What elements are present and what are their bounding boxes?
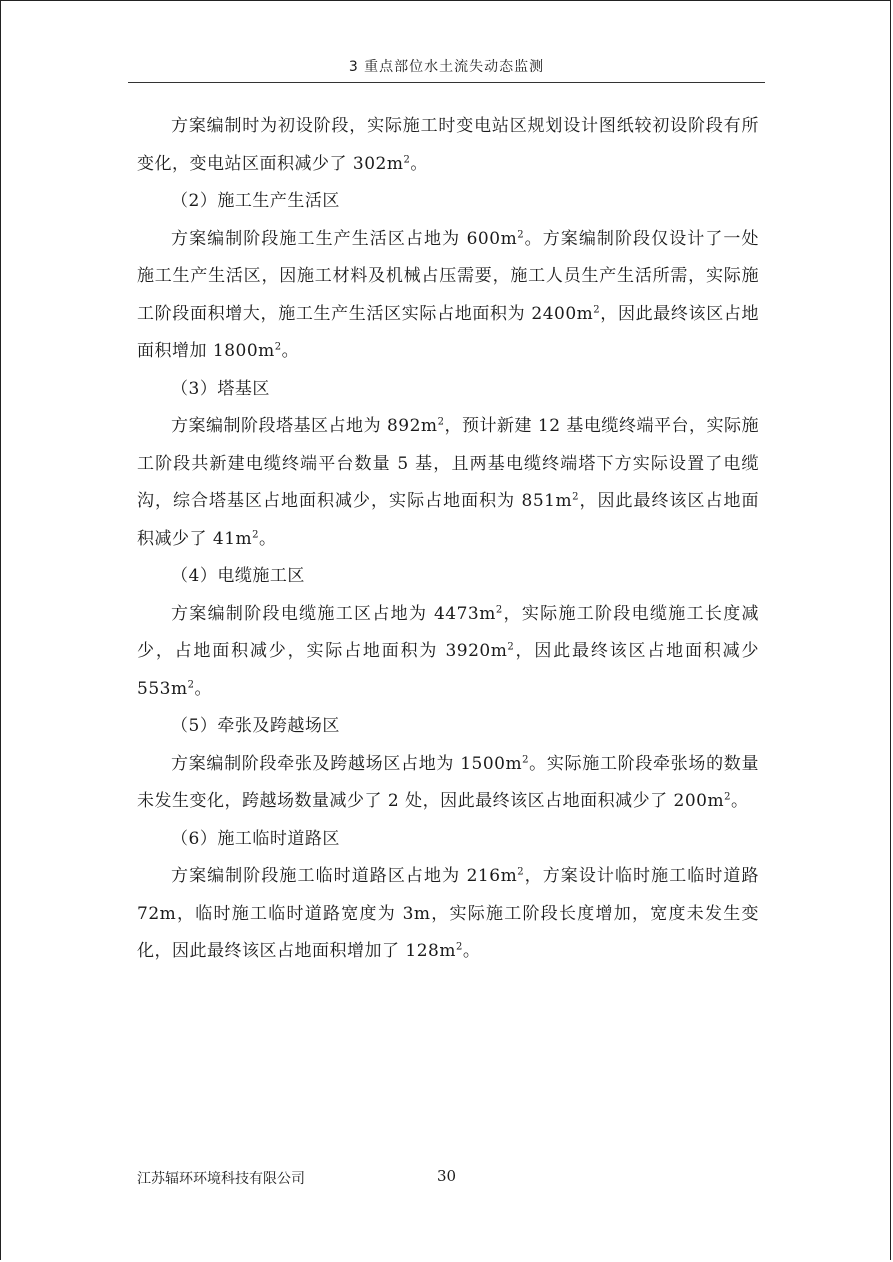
text-run: 方案编制阶段塔基区占地为 892m — [171, 416, 438, 436]
text-run: 。 — [281, 341, 300, 361]
superscript: 2 — [403, 153, 411, 165]
superscript: 2 — [517, 866, 525, 878]
superscript: 2 — [522, 753, 529, 765]
text-run: 方案编制阶段牵张及跨越场区占地为 1500m — [171, 753, 523, 774]
text-run: 。方案编制阶段仅设计了一处施工生产生活区，因施工材料及机械占压需要，施工人员生产生活所需，实际施工阶段面积增大，施工生产生活区实际占地面积为 2400m — [137, 228, 759, 324]
body-paragraph — [137, 746, 759, 821]
text-run: ，实际施工阶段电缆施工长度减少，占地面积减少，实际占地面积为 3920m — [137, 603, 759, 661]
superscript: 2 — [593, 303, 601, 315]
section-subheading: （3）塔基区 — [171, 378, 270, 399]
footer-page-number: 30 — [437, 1167, 457, 1185]
text-run: 方案编制阶段施工临时道路区占地为 216m — [171, 866, 518, 886]
superscript: 2 — [455, 941, 463, 953]
body-paragraph — [137, 596, 759, 709]
text-run: 方案编制阶段电缆施工区占地为 4473m — [171, 603, 496, 624]
text-run: 。 — [410, 153, 428, 174]
body-paragraph — [137, 108, 759, 183]
document-body — [137, 108, 759, 971]
text-run: ，因此最终该区占地面积减少 553m — [137, 641, 759, 699]
body-paragraph — [137, 221, 759, 371]
section-subheading: （2）施工生产生活区 — [171, 191, 340, 211]
superscript: 2 — [507, 641, 515, 653]
superscript: 2 — [187, 678, 195, 690]
superscript: 2 — [252, 528, 260, 540]
running-header: 3 重点部位水土流失动态监测 — [128, 56, 765, 83]
superscript: 2 — [572, 491, 579, 503]
text-run: 。 — [259, 528, 277, 549]
text-run: ，预计新建 12 基电缆终端平台，实际施工阶段共新建电缆终端平台数量 5 基，且两基电缆终端塔下方实际设置了电缆沟，综合塔基区占地面积减少，实际占地面积为 851m — [137, 416, 759, 511]
superscript: 2 — [274, 341, 282, 353]
text-run: ，因此最终该区占地面积增加 1800m — [137, 303, 759, 361]
body-paragraph — [137, 858, 759, 971]
section-subheading: （5）牵张及跨越场区 — [171, 716, 340, 736]
section-subheading: （4）电缆施工区 — [171, 566, 305, 586]
text-run: 方案编制时为初设阶段，实际施工时变电站区规划设计图纸较初设阶段有所变化，变电站区面积减少了 302m — [137, 116, 759, 174]
body-paragraph — [137, 408, 759, 558]
section-subheading: （6）施工临时道路区 — [171, 828, 340, 849]
superscript: 2 — [495, 603, 503, 615]
text-run: 。实际施工阶段牵张场的数量未发生变化，跨越场数量减少了 2 处，因此最终该区占地面积减少了 200m — [137, 753, 759, 811]
text-run: 。 — [462, 941, 481, 961]
text-run: ，方案设计临时施工临时道路 72m，临时施工临时道路宽度为 3m，实际施工阶段长度增加，宽度未发生变化，因此最终该区占地面积增加了 128m — [137, 866, 759, 961]
superscript: 2 — [517, 228, 525, 240]
footer-company: 江苏辐环环境科技有限公司 — [137, 1171, 305, 1187]
text-run: ，因此最终该区占地面积减少了 41m — [137, 491, 759, 549]
text-run: 方案编制阶段施工生产生活区占地为 600m — [171, 228, 518, 249]
superscript: 2 — [724, 791, 731, 803]
superscript: 2 — [437, 416, 445, 428]
text-run: 。 — [194, 678, 212, 699]
text-run: 。 — [730, 791, 749, 811]
